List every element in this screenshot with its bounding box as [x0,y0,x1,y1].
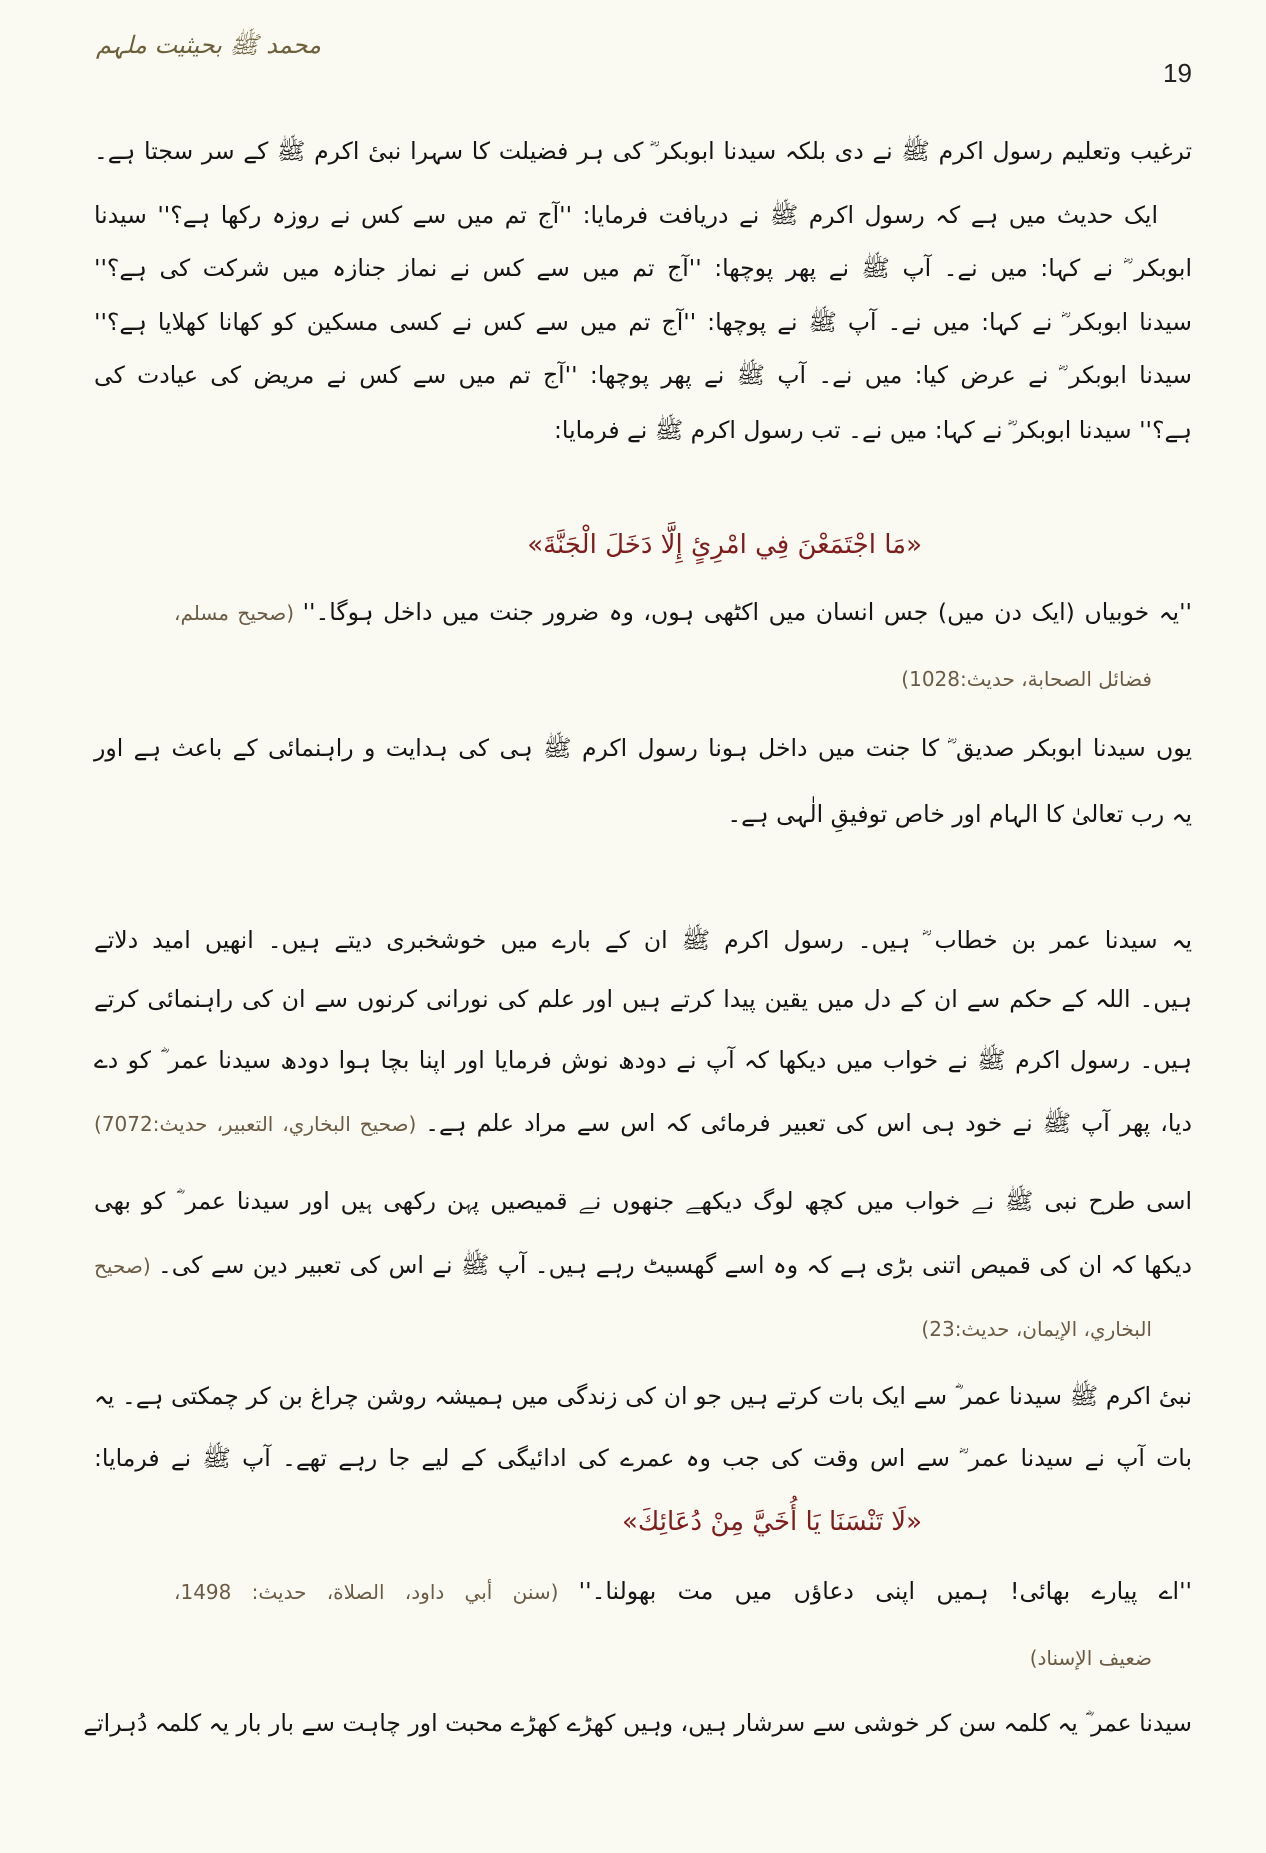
text-line [94,355,1192,395]
text-line [83,1703,1192,1743]
text-line [94,1181,1192,1221]
line-text: ابوبکر ؓ نے کہا: میں نے۔ آپ ﷺ نے پھر پوچھا: ''آج تم میں سے کس نے نماز جنازہ میں شرکت کی ہے؟'' [94,254,1192,282]
line-text: ایک حدیث میں ہے کہ رسول اکرم ﷺ نے دریافت فرمایا: ''آج تم میں سے کس نے روزہ رکھا ہے؟'' سیدنا [94,201,1158,229]
line-text: ترغیب وتعلیم رسول اکرم ﷺ نے دی بلکہ سیدنا ابوبکر ؓ کی ہر فضیلت کا سہرا نبیٔ اکرم ﷺ کے سر سجتا ہے۔ [94,137,1192,165]
line-text: یوں سیدنا ابوبکر صدیق ؓ کا جنت میں داخل ہونا رسول اکرم ﷺ ہی کی ہدایت و راہنمائی کے باعث ہے اور [94,734,1192,762]
arabic-hadith-line [94,1502,1192,1542]
arabic-hadith-line [94,525,1192,565]
line-text: سیدنا عمر ؓ یہ کلمہ سن کر خوشی سے سرشار ہیں، وہیں کھڑے کھڑے محبت اور چاہت سے بار بار یہ کلمہ دُہراتے [83,1709,1192,1737]
text-line [94,794,1192,834]
text-line [94,410,1192,450]
line-text: بات آپ نے سیدنا عمر ؓ سے اس وقت کی جب وہ عمرے کی ادائیگی کے لیے جا رہے تھے۔ آپ ﷺ نے فرمایا: [94,1444,1192,1472]
text-line [94,920,1192,960]
line-text: ضعيف الإسناد) [1029,1646,1152,1670]
inline-reference: (سنن أبي داود، الصلاة، حديث: 1498، [174,1580,579,1604]
text-line [94,195,1192,235]
line-text: «لَا تَنْسَنَا يَا أُخَيَّ مِنْ دُعَائِكَ» [621,1507,922,1537]
line-text: اسی طرح نبی ﷺ نے خواب میں کچھ لوگ دیکھے جنھوں نے قمیصیں پہن رکھی ہیں اور سیدنا عمر ؓ کو بھی [94,1187,1192,1215]
text-line [94,592,1192,633]
reference-line [94,1309,1192,1349]
inline-reference: (صحيح البخاري، التعبير، حديث:7072) [94,1112,426,1136]
page-number: 19 [1163,58,1192,88]
text-line [94,728,1192,768]
line-text: ''اے پیارے بھائی! ہمیں اپنی دعاؤں میں مت بھولنا۔'' [578,1577,1193,1605]
line-text: ''یہ خوبیاں (ایک دن میں) جس انسان میں اکٹھی ہوں، وہ ضرور جنت میں داخل ہوگا۔'' [302,598,1192,626]
line-text: نبیٔ اکرم ﷺ سیدنا عمر ؓ سے ایک بات کرتے ہیں جو ان کی زندگی میں ہمیشہ روشن چراغ بن کر چمکتی ہے۔ یہ [94,1382,1192,1410]
line-text: «مَا اجْتَمَعْنَ فِي امْرِئٍ إِلَّا دَخَلَ الْجَنَّةَ» [527,530,922,560]
running-header-title: محمد ﷺ بحیثیت ملہم [96,31,321,59]
line-text: دیکھا کہ ان کی قمیص اتنی بڑی ہے کہ وہ اسے گھسیٹ رہے ہیں۔ آپ ﷺ نے اس کی تعبیر دین سے کی۔ [157,1251,1192,1279]
line-text: ہیں۔ اللہ کے حکم سے ان کے دل میں یقین پیدا کرتے ہیں اور علم کی نورانی کرنوں سے ان کی راہنمائی کرتے [94,985,1192,1013]
line-text: سیدنا ابوبکر ؓ نے عرض کیا: میں نے۔ آپ ﷺ نے پھر پوچھا: ''آج تم میں سے کس نے مریض کی عیادت کی [94,361,1192,389]
text-line [94,302,1192,342]
text-line [94,248,1192,288]
line-text: ہیں۔ رسول اکرم ﷺ نے خواب میں دیکھا کہ آپ نے دودھ نوش فرمایا اور اپنا بچا ہوا دودھ سیدنا عمر ؓ کو دے [94,1046,1192,1074]
line-text: دیا، پھر آپ ﷺ نے خود ہی اس کی تعبیر فرمائی کہ اس سے مراد علم ہے۔ [425,1109,1192,1137]
text-line [94,131,1192,171]
text-line [94,1103,1192,1144]
line-text: فضائل الصحابة، حديث:1028) [901,667,1152,691]
line-text: یہ رب تعالیٰ کا الہام اور خاص توفیقِ الٰہی ہے۔ [727,800,1192,828]
line-text: سیدنا ابوبکر ؓ نے کہا: میں نے۔ آپ ﷺ نے پوچھا: ''آج تم میں سے کس نے کسی مسکین کو کھانا کھلایا ہے؟'' [94,308,1192,336]
text-line [94,1245,1192,1286]
text-line [94,979,1192,1019]
reference-line [94,1638,1192,1678]
text-line [94,1376,1192,1416]
text-line [94,1040,1192,1080]
text-line [94,1438,1192,1478]
line-text: یہ سیدنا عمر بن خطاب ؓ ہیں۔ رسول اکرم ﷺ ان کے بارے میں خوشخبری دیتے ہیں۔ انھیں امید دلاتے [94,926,1192,954]
line-text: البخاري، الإيمان، حديث:23) [921,1317,1152,1341]
inline-reference: (صحيح [94,1254,158,1278]
text-line [94,1571,1192,1612]
reference-line [94,659,1192,699]
inline-reference: (صحيح مسلم، [174,601,303,625]
line-text: ہے؟'' سیدنا ابوبکر ؓ نے کہا: میں نے۔ تب رسول اکرم ﷺ نے فرمایا: [554,416,1192,444]
